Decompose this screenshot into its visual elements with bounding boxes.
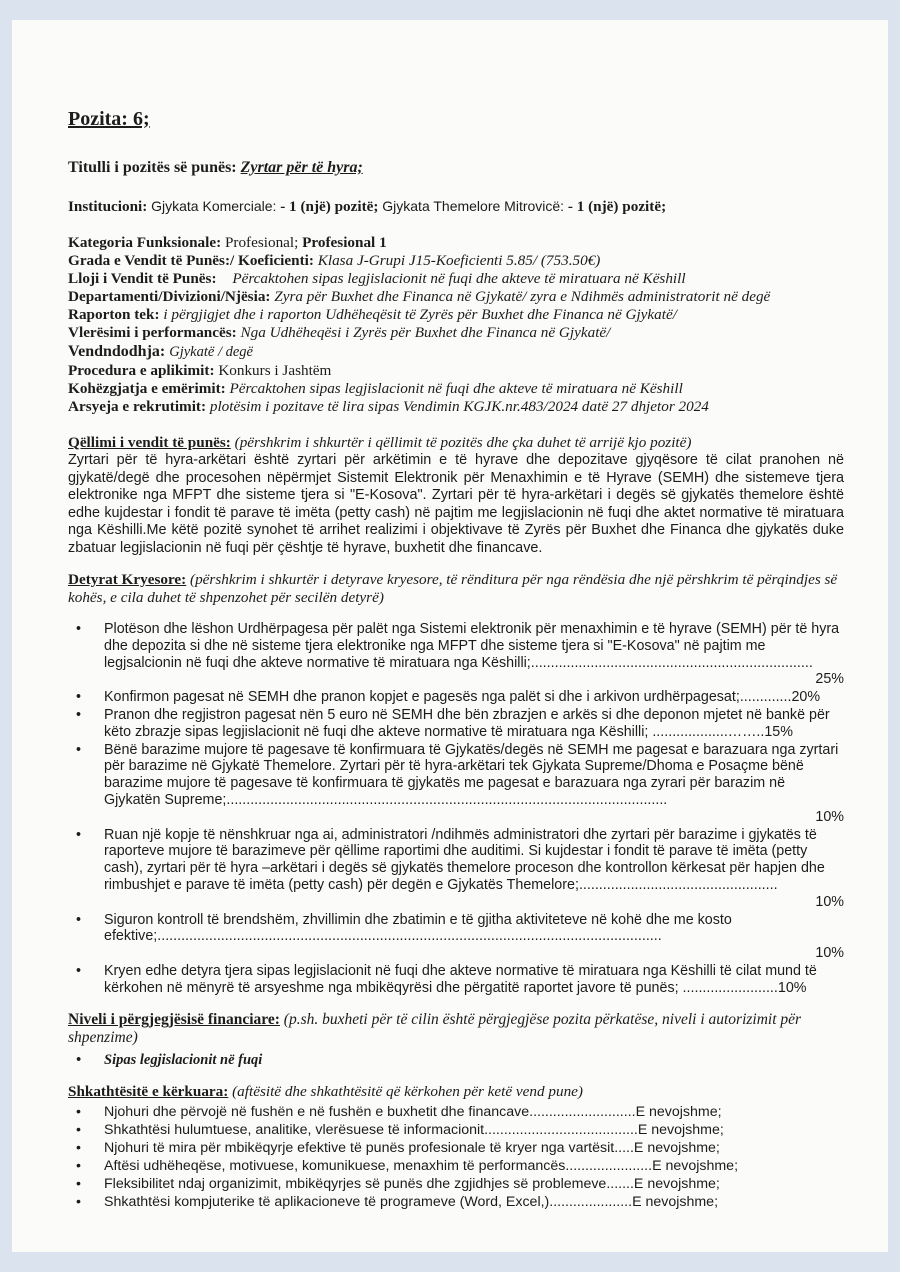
skills-section — [68, 1083, 844, 1211]
skill-item: • Njohuri dhe përvojë në fushën e në fushën e buxhetit dhe financave...........................E nevojshme; — [76, 1103, 722, 1120]
purpose-heading-line: Qëllimi i vendit të punës: (përshkrim i shkurtër i qëllimit të pozitës dhe çka duhet të arrijë kjo pozitë) — [68, 434, 692, 451]
skill-item: • Njohuri të mira për mbikëqyrje efektive të punës profesionale të kryer nga vartësit.....E nevojshme; — [76, 1139, 720, 1156]
bullet-icon: • — [76, 1175, 81, 1192]
procedure-line: Procedura e aplikimit: Konkurs i Jashtëm — [68, 362, 332, 379]
skills-heading-line: Shkathtësitë e kërkuara: (aftësitë dhe shkathtësitë që kërkohen për ketë vend pune) — [68, 1082, 583, 1100]
bullet-icon: • — [76, 1193, 81, 1210]
job-details — [68, 234, 844, 416]
financial-item: • Sipas legjislacionit në fuqi — [76, 1051, 263, 1068]
institution-line: Institucioni: Gjykata Komerciale: - 1 (një) pozitë; Gjykata Themelore Mitrovicë: - 1 (një) pozitë; — [68, 198, 667, 215]
bullet-icon: • — [76, 1121, 81, 1138]
bullet-icon: • — [76, 962, 82, 979]
duty-item: • Konfirmon pagesat në SEMH dhe pranon kopjet e pagesës nga palët si dhe i arkivon urdhërpagesat;.............20% — [76, 689, 821, 706]
skills-list — [68, 1103, 844, 1211]
skill-item: • Shkathtësi hulumtuese, analitike, vlerësuese të informacionit.......................................E nevojshme; — [76, 1121, 724, 1138]
reports-to-line: Raporton tek: i përgjigjet dhe i raporton Udhëheqësit të Zyrës për Buxhet dhe Financa në Gjykatë/ — [68, 306, 677, 323]
purpose-section — [68, 434, 844, 557]
reason-line: Arsyeja e rekrutimit: plotësim i pozitave të lira sipas Vendimin KGJK.nr.483/2024 datë 27 dhjetor 2024 — [68, 398, 709, 415]
duty-item: • Kryen edhe detyra tjera sipas legjislacionit në fuqi dhe akteve normative të miratuara nga Këshilli të cilat mund të kërkohen në mënyrë të arsyeshme nga mbikëqyrësi dhe përgatitë raportet javore të punës; ........................10% — [76, 962, 817, 996]
department-line: Departamenti/Divizioni/Njësia: Zyra për Buxhet dhe Financa në Gjykatë/ zyra e Ndihmës administratorit në degë — [68, 288, 771, 305]
bullet-icon: • — [76, 826, 82, 843]
job-type-line: Lloji i Vendit të Punës: Përcaktohen sipas legjislacionit në fuqi dhe akteve të miratuara në Këshill — [68, 270, 686, 287]
duties-list — [68, 621, 844, 997]
financial-section — [68, 1011, 844, 1069]
duty-item: • Ruan një kopje të nënshkruar nga ai, administratori /ndihmës administratori dhe zyrtari për barazime i gjykatës të raporteve mujore të barazimeve për qëllime raportimi dhe auditimi. Si kujdestar i fondit të parave të imëta (petty cash), zyrtari për të hyra –arkëtari i degës së gjykatës themelore proceson dhe kontrollon kërkesat për hapjen dhe rimbushjet e parave të imëta (petty cash) për degën e Gjykatës Themelore;.................................................. 10% — [76, 826, 844, 910]
document-page — [12, 20, 888, 1252]
location-line: Vendndodhja: Gjykatë / degë — [68, 343, 253, 360]
bullet-icon: • — [76, 1157, 81, 1174]
bullet-icon: • — [76, 741, 82, 758]
position-title: Pozita: 6; — [68, 108, 150, 130]
skill-item: • Shkathtësi kompjuterike të aplikacioneve të programeve (Word, Excel,).....................E nevojshme; — [76, 1193, 719, 1210]
financial-heading-line: Niveli i përgjegjësisë financiare: (p.sh. buxheti për të cilin është përgjegjëse pozita përkatëse, niveli i autorizimit për shpenzime) — [68, 1010, 802, 1046]
bullet-icon: • — [76, 621, 82, 637]
bullet-icon: • — [76, 706, 82, 723]
duration-line: Kohëzgjatja e emërimit: Përcaktohen sipas legjislacionit në fuqi dhe akteve të miratuara në Këshill — [68, 380, 683, 397]
evaluation-line: Vlerësimi i performancës: Nga Udhëheqësi i Zyrës për Buxhet dhe Financa në Gjykatë/ — [68, 324, 611, 341]
duty-item: • Siguron kontroll të brendshëm, zhvillimin dhe zbatimin e të gjitha aktiviteteve në kohë dhe me kosto efektive;............................................................................................................................... 10% — [76, 911, 844, 962]
duty-item: • Bënë barazime mujore të pagesave të konfirmuara të Gjykatës/degës në SEMH me pagesat e barazuara nga zyrtari për barazime në Gjykatë Themelore. Zyrtari për të hyra-arkëtari tek Gjykata Supreme/Dhoma e Posaçme bënë barazime mujore të pagesave të konfirmuara të gjykatës me pagesat e barazuara nga zyrari për barazim në Gjykatën Supreme;............................................................................................................... 10% — [76, 741, 844, 825]
duties-section — [68, 571, 844, 997]
job-title-line: Titulli i pozitës së punës: Zyrtar për të hyra; — [68, 159, 363, 176]
document-content — [68, 108, 844, 1211]
grade-line: Grada e Vendit të Punës:/ Koeficienti: Klasa J-Grupi J15-Koeficienti 5.85/ (753.50€) — [68, 252, 601, 269]
bullet-icon: • — [76, 911, 82, 928]
bullet-icon: • — [76, 1139, 81, 1156]
bullet-icon: • — [76, 1103, 81, 1120]
purpose-text: Zyrtari për të hyra-arkëtari është zyrtari për arkëtimin e të hyrave dhe depozitave gjyqësore të cilat pranohen në gjykatë/degë dhe procesohen nëpërmjet Sistemit Elektronik për Menaxhimin e të Hyrave (SEMH) dhe sistemeve tjera elektronike nga MFPT dhe sisteme tjera si "E-Kosova". Zyrtari për të hyra-arkëtari i degës së gjykatës themelore është edhe kujdestar i fondit të parave të imëta (petty cash) në pajtim me legjislacionin në fuqi dhe aktet normative të miratuara nga Këshilli.Me këtë pozitë synohet të arrihet realizimi i objektivave të Zyrës për Buxhet dhe Financa dhe gjykatës duke zbatuar legjislacionin në fuqi për çështje të hyrave, buxhetit dhe financave. — [68, 452, 844, 556]
bullet-icon: • — [76, 1051, 82, 1068]
duties-heading-line: Detyrat Kryesore: (përshkrim i shkurtër i detyrave kryesore, të rënditura për nga rëndësia dhe një përshkrim të përqindjes së kohës, e cila duhet të shpenzohet për secilën detyrë) — [68, 571, 838, 606]
skill-item: • Aftësi udhëheqëse, motivuese, komunikuese, menaxhim të performancës......................E nevojshme; — [76, 1157, 739, 1174]
skill-item: • Fleksibilitet ndaj organizimit, mbikëqyrjes së punës dhe zgjidhjes së problemeve.......E nevojshme; — [76, 1175, 720, 1192]
duty-item: • Plotëson dhe lëshon Urdhërpagesa për palët nga Sistemi elektronik për menaxhimin e të hyrave (SEMH) për të hyra dhe depozita si dhe në sisteme tjera elektronike nga MFPT dhe sisteme tjera si "E-Kosova" në pajtim me legjsalcionin në fuqi dhe akteve normative të miratuara nga Këshilli;....................................................................... 25% — [76, 621, 844, 688]
bullet-icon: • — [76, 689, 82, 706]
duty-item: • Pranon dhe regjistron pagesat nën 5 euro në SEMH dhe bën zbrazjen e arkës si dhe deponon mjetet në bankë për këto zbrazje sipas legjislacionit në fuqi dhe akteve normative të miratuara nga Këshilli; ...................……..15% — [76, 706, 830, 740]
category-line: Kategoria Funksionale: Profesional; Profesional 1 — [68, 234, 387, 251]
